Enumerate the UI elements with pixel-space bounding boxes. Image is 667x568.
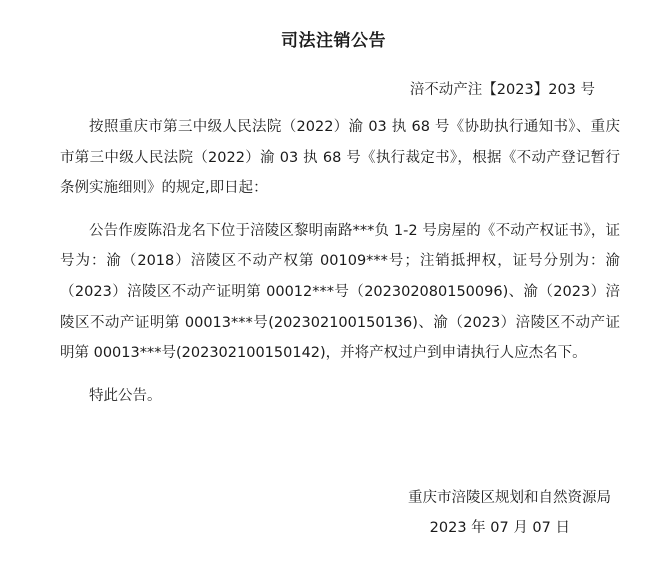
document-body bbox=[60, 112, 620, 423]
document-title: 司法注销公告 bbox=[281, 31, 386, 51]
issue-date: 2023 年 07 月 07 日 bbox=[429, 520, 570, 536]
paragraph-decision: 公告作废陈沿龙名下位于涪陵区黎明南路***负 1-2 号房屋的《不动产权证书》，证号为：渝（2018）涪陵区不动产权第 00109***号；注销抵押权，证号分别为：渝（2023）涪陵区不动产证明第 00012***号（202302080150096)、渝（2023）涪陵区不动产证明第 00013***号(202302100150136)、渝（2023）涪陵区不动产证明第 00013***号(202302100150142)，并将产权过户到申请执行人应杰名下。 bbox=[60, 222, 620, 362]
paragraph-basis: 按照重庆市第三中级人民法院（2022）渝 03 执 68 号《协助执行通知书》、重庆市第三中级人民法院（2022）渝 03 执 68 号《执行裁定书》，根据《不动产登记暂行条例实施细则》的规定,即日起： bbox=[60, 119, 620, 197]
paragraph-closing: 特此公告。 bbox=[89, 387, 162, 404]
document-number: 涪不动产注【2023】203 号 bbox=[409, 82, 595, 98]
issuing-organization: 重庆市涪陵区规划和自然资源局 bbox=[408, 490, 611, 506]
